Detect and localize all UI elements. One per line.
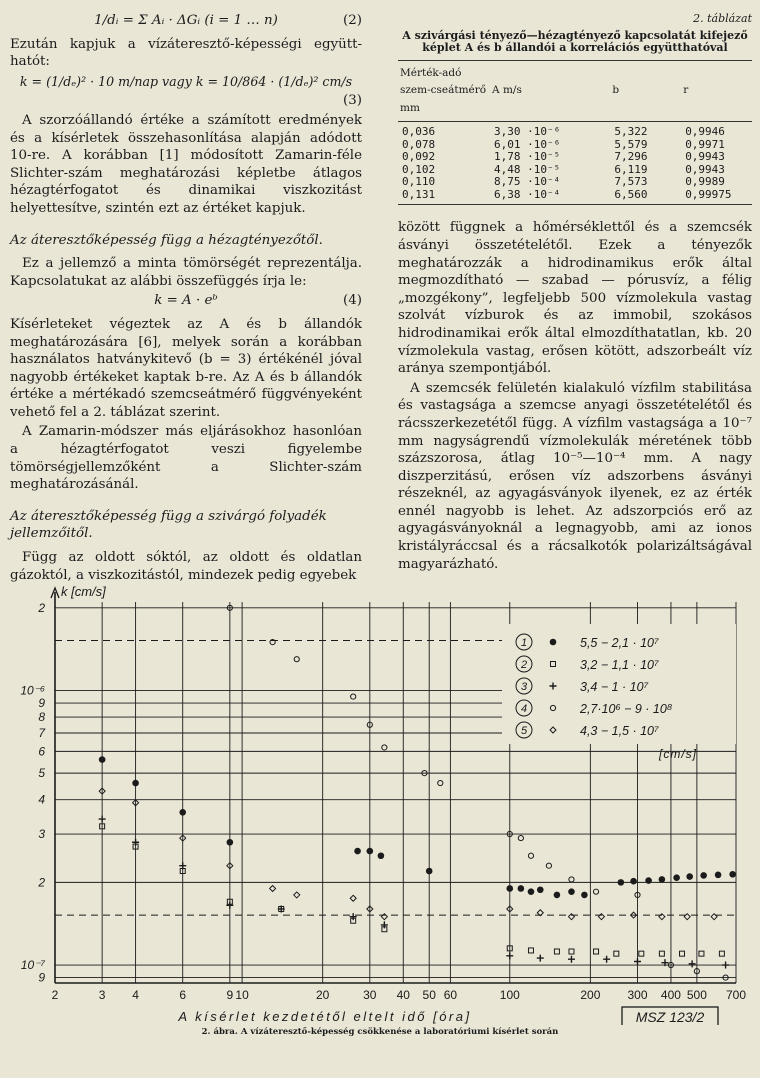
y-tick-label: 5 <box>38 766 45 781</box>
x-tick-label: 700 <box>725 988 747 1002</box>
table-body <box>398 122 752 205</box>
legend-entry: 5,5 − 2,1 · 10⁷ <box>580 636 659 650</box>
data-point <box>294 892 300 898</box>
cell: 0,110 <box>402 175 436 189</box>
data-point <box>354 848 361 855</box>
y-tick-label: 9 <box>38 970 45 985</box>
data-point <box>711 914 717 920</box>
equation-2 <box>10 12 362 30</box>
y-axis-label: k [cm/s] <box>61 584 106 599</box>
x-tick-label: 400 <box>660 988 681 1002</box>
data-point <box>537 955 544 962</box>
table-row <box>398 151 752 164</box>
eq4-text: k = A · eᵇ <box>154 293 218 309</box>
cell: 5,322 <box>614 125 648 139</box>
data-point <box>659 914 665 920</box>
x-tick-label: 3 <box>98 988 106 1002</box>
y-tick-label: 8 <box>38 710 45 725</box>
cell: 0,9946 <box>685 125 725 139</box>
data-point <box>581 892 588 899</box>
cell: 0,092 <box>402 150 436 164</box>
right-paragraph-2: A szemcsék felületén kialakuló vízfilm stabilitása és vastagsága a szemcse anyagi összetételétől és rácsszerkezetétől függ. A vízfilm vastagsága a 10⁻⁷ mm nagyságrendű vízmolekulák méretének több százszorosa, átlag 10⁻⁵—10⁻⁴ mm. A nagy diszperzitású, erősen víz adszorbens ásványi részeknél, az agyagásványok ilyenek, ez az érték ennél nagyobb is lehet. Az adszorpciós erő az agyagásványoknál a legnagyobb, ami az ionos kristályráccsal és a rácsalkotók polarizáltságával magyarázható. <box>398 380 752 572</box>
data-point <box>680 951 685 956</box>
x-tick-label: 4 <box>132 988 139 1002</box>
data-point <box>528 948 533 953</box>
data-point <box>381 914 387 920</box>
data-point <box>598 914 604 920</box>
x-tick-label: 300 <box>627 988 648 1002</box>
data-point <box>528 888 535 895</box>
eq2-rhs: Σ Aᵢ · ΔGᵢ (i = 1 … n) <box>138 13 278 28</box>
col-header: Mérték-adó szem-cseátmérő mm <box>398 60 490 122</box>
data-point <box>684 914 690 920</box>
col-header: b <box>610 60 681 122</box>
x-tick-label: 40 <box>396 988 410 1002</box>
data-point <box>729 871 736 878</box>
cell: 0,078 <box>402 137 436 151</box>
equation-3 <box>10 73 362 91</box>
cell: 6,119 <box>614 162 648 176</box>
data-point <box>686 873 693 880</box>
y-tick-label: 7 <box>38 725 45 740</box>
data-point <box>351 694 356 699</box>
data-point <box>132 780 139 787</box>
cell: 7,573 <box>614 175 648 189</box>
left-column <box>10 10 362 586</box>
data-point <box>568 914 574 920</box>
data-point <box>528 853 533 858</box>
x-tick-label: 2 <box>51 988 59 1002</box>
table-header-row <box>398 60 752 122</box>
legend-entry: 3,2 − 1,1 · 10⁷ <box>580 658 659 672</box>
legend-number: 4 <box>520 703 528 715</box>
data-point <box>699 951 704 956</box>
data-point <box>179 809 186 816</box>
legend-entry: 2,7·10⁶ − 9 · 10⁸ <box>580 702 673 716</box>
col-header: A m/s <box>490 60 610 122</box>
data-point <box>645 877 652 884</box>
data-point <box>603 956 610 963</box>
heading-2: Az áteresztőképesség függ a szivárgó folyadék jellemzőitől. <box>10 508 327 542</box>
legend-number: 2 <box>520 659 528 671</box>
x-axis-label: A kísérlet kezdetétől eltelt idő [óra] <box>178 1009 472 1024</box>
y-tick-label: 2 <box>38 875 45 890</box>
figure-caption: 2. ábra. A vízáteresztő-képesség csökkenése a laboratóriumi kísérlet során <box>201 1027 559 1037</box>
cell: 0,9989 <box>685 175 725 189</box>
x-tick-label: 10 <box>235 988 249 1002</box>
table-row <box>398 189 752 205</box>
data-point <box>294 657 299 662</box>
data-point <box>594 949 599 954</box>
cell: 0,9943 <box>685 162 725 176</box>
equation-4 <box>10 292 362 310</box>
data-point <box>537 886 544 893</box>
right-paragraph-1: között függnek a hőmérséklettől és a szemcsék ásványi összetételétől. Ezek a tényezők meghatározzák a hidrodinamikus erők által megmozdítható — szabad — pórusvíz, a félig „mozgékony”, legfeljebb 500 vízmolekula vastag szolvát vízburok és az immobil, szokásos hidrodinamikai erők által elmozdíthatatlan, kb. 20 vízmolekula vastag, erősen kötött, adszorbeált víz aránya szempontjából. <box>398 220 752 377</box>
cell: 0,9971 <box>685 137 725 151</box>
legend-number: 5 <box>520 725 528 737</box>
data-point <box>719 951 724 956</box>
cell: 6,560 <box>610 189 681 205</box>
data-point <box>659 951 664 956</box>
data-point <box>367 848 374 855</box>
x-tick-label: 500 <box>686 988 707 1002</box>
data-point <box>554 892 561 899</box>
cell: 4,48 ·10⁻⁵ <box>494 162 561 176</box>
eq3-text: k = (1/dₑ)² · 10 m/nap vagy k = 10/864 · (1/dₑ)² cm/s <box>19 73 353 89</box>
paragraph-6: Függ az oldott sóktól, az oldott és oldatlan gázoktól, a viszkozitástól, mindezek pedig egyebek <box>10 550 362 583</box>
data-point <box>722 962 729 969</box>
paragraph-5: A Zamarin-módszer más eljárásokhoz hasonlóan a hézagtérfogatot veszi figyelembe tömörségjellemzőként a Slichter-szám meghatározásánál. <box>10 424 362 493</box>
table-row <box>398 176 752 189</box>
eq4-number: (4) <box>343 293 362 309</box>
y-tick-label: 10⁻⁶ <box>20 683 45 698</box>
y-tick-label: 10⁻⁷ <box>20 958 45 973</box>
data-point <box>378 852 385 859</box>
data-point <box>569 877 574 882</box>
cell: 5,579 <box>614 137 648 151</box>
table-label: 2. táblázat <box>693 12 752 25</box>
data-point <box>350 895 356 901</box>
data-point <box>546 863 551 868</box>
data-point <box>99 816 106 823</box>
eq3-number: (3) <box>343 93 362 109</box>
data-point <box>593 889 598 894</box>
x-tick-label: 200 <box>580 988 601 1002</box>
stamp-text: MSZ 123/2 <box>635 1009 705 1025</box>
data-point <box>700 872 707 879</box>
y-tick-label: 2 <box>38 600 45 615</box>
table-title: A szivárgási tényező—hézagtényező kapcsolatát kifejező képlet A és b állandói a korrelációs együtthatóval <box>402 28 748 54</box>
y-tick-label: 4 <box>38 792 45 807</box>
x-tick-label: 30 <box>363 988 377 1002</box>
data-point <box>569 949 574 954</box>
cell: 0,102 <box>402 162 436 176</box>
x-tick-label: 60 <box>443 988 458 1002</box>
unit-label: [cm/s] <box>659 747 697 761</box>
legend-marker <box>550 639 557 646</box>
data-point <box>568 888 575 895</box>
cell: 1,78 ·10⁻⁵ <box>494 150 561 164</box>
col-header: r <box>681 60 752 122</box>
x-tick-label: 9 <box>226 988 234 1002</box>
data-point <box>673 874 680 881</box>
data-point <box>426 868 433 875</box>
x-tick-label: 100 <box>499 988 520 1002</box>
paragraph-1: Ezután kapjuk a vízáteresztő-képességi együtt-hatót: <box>10 36 362 70</box>
data-point <box>518 885 525 892</box>
data-point <box>659 876 666 883</box>
legend-entry: 4,3 − 1,5 · 10⁷ <box>580 724 659 738</box>
cell: 0,131 <box>398 189 490 205</box>
data-point <box>618 879 625 886</box>
cell: 0,99975 <box>681 189 752 205</box>
table-row <box>398 126 752 139</box>
data-point <box>506 885 513 892</box>
data-point <box>630 878 637 885</box>
cell: 7,296 <box>614 150 648 164</box>
data-point <box>689 960 696 967</box>
cell: 0,9943 <box>685 150 725 164</box>
x-tick-label: 50 <box>422 988 436 1002</box>
x-tick-label: 6 <box>179 988 187 1002</box>
data-point <box>99 756 106 763</box>
paragraph-3: Ez a jellemző a minta tömörségét reprezentálja. Kapcsolatukat az alábbi összefüggés írja le: <box>10 256 362 289</box>
y-tick-label: 3 <box>38 827 45 842</box>
cell: 0,036 <box>402 125 436 139</box>
data-point <box>506 952 513 959</box>
eq2-number: (2) <box>343 13 362 28</box>
data-table <box>398 60 752 206</box>
data-point <box>518 835 523 840</box>
cell: 6,38 ·10⁻⁴ <box>490 189 610 205</box>
cell: 3,30 ·10⁻⁶ <box>494 125 561 139</box>
figure-chart <box>0 580 760 1025</box>
right-column <box>398 10 752 575</box>
y-tick-label: 9 <box>38 696 45 711</box>
paragraph-4: Kísérleteket végeztek az A és b állandók meghatározására [6], melyek során a korábban használatos hatványkitevő (b = 3) értékénél jóval nagyobb értékeket kaptak b-re. Az A és b állandók értéke a mértékadó szemcseátmérő függvényeként vehető fel a 2. táblázat szerint. <box>10 316 362 420</box>
data-point <box>438 780 443 785</box>
y-tick-label: 6 <box>38 744 45 759</box>
legend-number: 3 <box>520 681 528 693</box>
data-point <box>639 951 644 956</box>
data-point <box>614 951 619 956</box>
legend-entry: 3,4 − 1 · 10⁷ <box>580 680 649 694</box>
data-point <box>270 885 276 891</box>
heading-1: Az áteresztőképesség függ a hézagtényezőtől. <box>10 232 323 248</box>
eq2-lhs: 1/dᵢ <box>94 13 119 28</box>
data-point <box>227 839 234 846</box>
data-point <box>568 956 575 963</box>
cell: 6,01 ·10⁻⁶ <box>494 137 561 151</box>
data-point <box>715 872 722 879</box>
x-tick-label: 20 <box>316 988 330 1002</box>
cell: 8,75 ·10⁻⁴ <box>494 175 561 189</box>
paragraph-2: A szorzóállandó értéke a számított eredmények és a kísérletek összehasonlítása alapján adódott 10-re. A korábban [1] módosított Zamarin-féle Slichter-szám meghatározási képletbe átlagos hézagtérfogatot és dinamikai viszkozitást helyettesítve, szintén ezt az értéket kapjuk. <box>10 112 362 216</box>
data-point <box>634 958 641 965</box>
data-point <box>382 745 387 750</box>
eq2-equals: = <box>122 13 139 28</box>
data-point <box>554 949 559 954</box>
legend-number: 1 <box>520 637 528 649</box>
